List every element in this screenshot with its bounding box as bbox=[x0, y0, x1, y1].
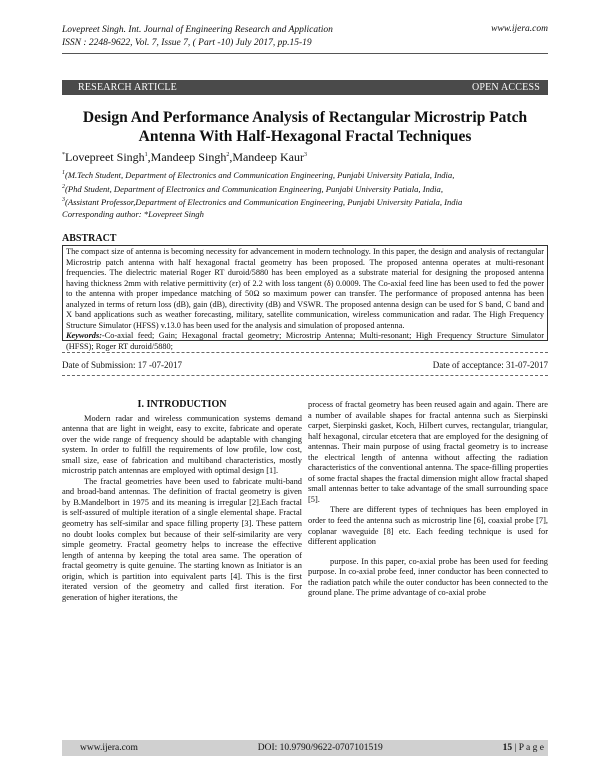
dashed-divider bbox=[62, 352, 548, 353]
research-article-label: RESEARCH ARTICLE bbox=[78, 82, 177, 93]
abstract-text: The compact size of antenna is becoming necessity for advancement in modern technology. In this paper, the design and analysis of rectangular Microstrip patch antenna with half hexagonal fractal geometry has been proposed. The proposed antenna operates at multi-resonant frequencies. The dielectric material Roger RT duroid/5880 has been employed as a substrate material for designing the proposed antenna having thickness 2mm with relative permittivity (εr) of 2.2 with loss tangent (δ) 0.0009. The Co-axial feed line has been used to fed the power to the antenna with proper impedance matching of 50Ω so maximum power can transfer. The performance of proposed antenna has been analyzed in terms of return loss (dB), gain (dB), directivity (dB) and VSWR. The proposed antenna design can be used for S band, C band and X band applications such as weather forecasting, military, satellite communication, wireless communication and radar. The High Frequency Structure Simulator (HFSS) v.13.0 has been used for the analysis and simulation of proposed antenna. bbox=[66, 247, 544, 330]
left-column bbox=[62, 400, 302, 603]
keywords bbox=[66, 331, 544, 352]
body-paragraph: purpose. In this paper, co-axial probe has been used for feeding purpose. In co-axial probe feed, inner conductor has been connected to the radiation patch while the outer conductor has been connected to the ground plane. The prime advantage of co-axial probe bbox=[308, 556, 548, 598]
body-paragraph: Modern radar and wireless communication systems demand antenna that are light in weight, easy to excite, fabricate and operate over the wide range of frequency should be adaptable with changing system. In order to fulfill the requirements of low profile, low cost, small size, ease of fabrication and multiband characteristics, mostly microstrip patch antennas are employed with optimal design [1]. bbox=[62, 413, 302, 476]
citation-line-2: ISSN : 2248-9622, Vol. 7, Issue 7, ( Part -10) July 2017, pp.15-19 bbox=[62, 38, 312, 48]
author-name: Mandeep Singh bbox=[150, 150, 227, 164]
article-type-banner bbox=[62, 80, 548, 95]
body-paragraph: The fractal geometries have been used to fabricate multi-band and broad-band antennas. The definition of fractal geometry is given by B.Mandelbort in 1975 and its meaning is irregular [2].Each fractal is self-assured of multiple iteration of a single elemental shape. Fractal geometry has self-similar and space filling property [3]. These pattern no doubt looks complex but because of their self-similarity are very simple geometry. Fractal geometry helps to increase the effective length of antenna by keeping the total area same. The operation of fractal geometry is quite genuine. The starting known as Initiator is an origin, which is partition into equivalent parts [4]. This is the first iterated version of the geometry and called first iteration. For generation of higher iterations, the bbox=[62, 476, 302, 602]
section-heading: I. INTRODUCTION bbox=[137, 399, 227, 410]
header-divider bbox=[62, 53, 548, 54]
paper-title: Design And Performance Analysis of Rectangular Microstrip Patch Antenna With Half-Hexagonal Fractal Techniques bbox=[82, 109, 528, 145]
abstract-heading: ABSTRACT bbox=[62, 233, 117, 244]
affiliation-line: $^3$(Assistant Professor,Department of Electronics and Communication Engineering, Punjabi University Patiala, India bbox=[62, 196, 463, 207]
header-site-link[interactable]: www.ijera.com bbox=[491, 24, 548, 34]
footer-site-link[interactable]: www.ijera.com bbox=[80, 743, 138, 753]
corresponding-author: Corresponding author: *Lovepreet Singh bbox=[62, 208, 204, 219]
abstract-box bbox=[62, 245, 548, 351]
open-access-label: OPEN ACCESS bbox=[471, 82, 540, 93]
author-list: *Lovepreet Singh$^1$,Mandeep Singh$^2$,Mandeep Kaur$^3$ bbox=[62, 150, 307, 164]
dashed-divider bbox=[62, 375, 548, 376]
submission-date: Date of Submission: 17 -07-2017 bbox=[62, 360, 182, 370]
keywords-text: Co-axial feed; Gain; Hexagonal fractal geometry; Microstrip Antenna; Multi-resonant; High Frequency Structure Simulator (HFSS); Roger RT duroid/5880; bbox=[66, 331, 544, 351]
author-name: Mandeep Kaur bbox=[232, 150, 304, 164]
date-row bbox=[62, 360, 548, 370]
affiliations bbox=[62, 168, 462, 220]
keywords-label: Keywords:- bbox=[66, 331, 105, 341]
author-name: Lovepreet Singh bbox=[65, 150, 145, 164]
page-footer bbox=[62, 740, 548, 756]
body-paragraph: process of fractal geometry has been reused again and again. There are a number of available shapes for fractal antenna such as Sierpinski carpet, Sierpinski gasket, Koch, Hilbert curves, rectangular, triangular, half hexagonal, circular etcetera that are employed for the designing of antennas. Their main purpose of using fractal geometry is to increase the electrical length of antenna without affecting the radiation characteristics of the conventional antenna. The space-filling properties of some fractal shapes the fractal dimension might allow fractal shaped small antennas better to take advantage of the small surrounding space [5]. bbox=[308, 400, 548, 504]
right-column bbox=[308, 400, 548, 599]
footer-doi[interactable]: DOI: 10.9790/9622-0707101519 bbox=[257, 743, 383, 753]
page-number: 15 | P a g e bbox=[502, 743, 544, 753]
journal-citation bbox=[62, 24, 333, 50]
citation-line-1: Lovepreet Singh. Int. Journal of Engineering Research and Application bbox=[62, 25, 333, 35]
affiliation-line: $^2$(Phd Student, Department of Electronics and Communication Engineering, Punjabi University Patiala, India, bbox=[62, 183, 443, 194]
affiliation-line: $^1$(M.Tech Student, Department of Electronics and Communication Engineering, Punjabi University Patiala, India, bbox=[62, 169, 455, 180]
body-paragraph: There are different types of techniques has been employed in order to feed the antenna such as microstrip line [6], coaxial probe [7], coplanar waveguide [8] etc. Each feeding technique is used for different application bbox=[308, 505, 548, 547]
acceptance-date: Date of acceptance: 31-07-2017 bbox=[432, 360, 548, 370]
